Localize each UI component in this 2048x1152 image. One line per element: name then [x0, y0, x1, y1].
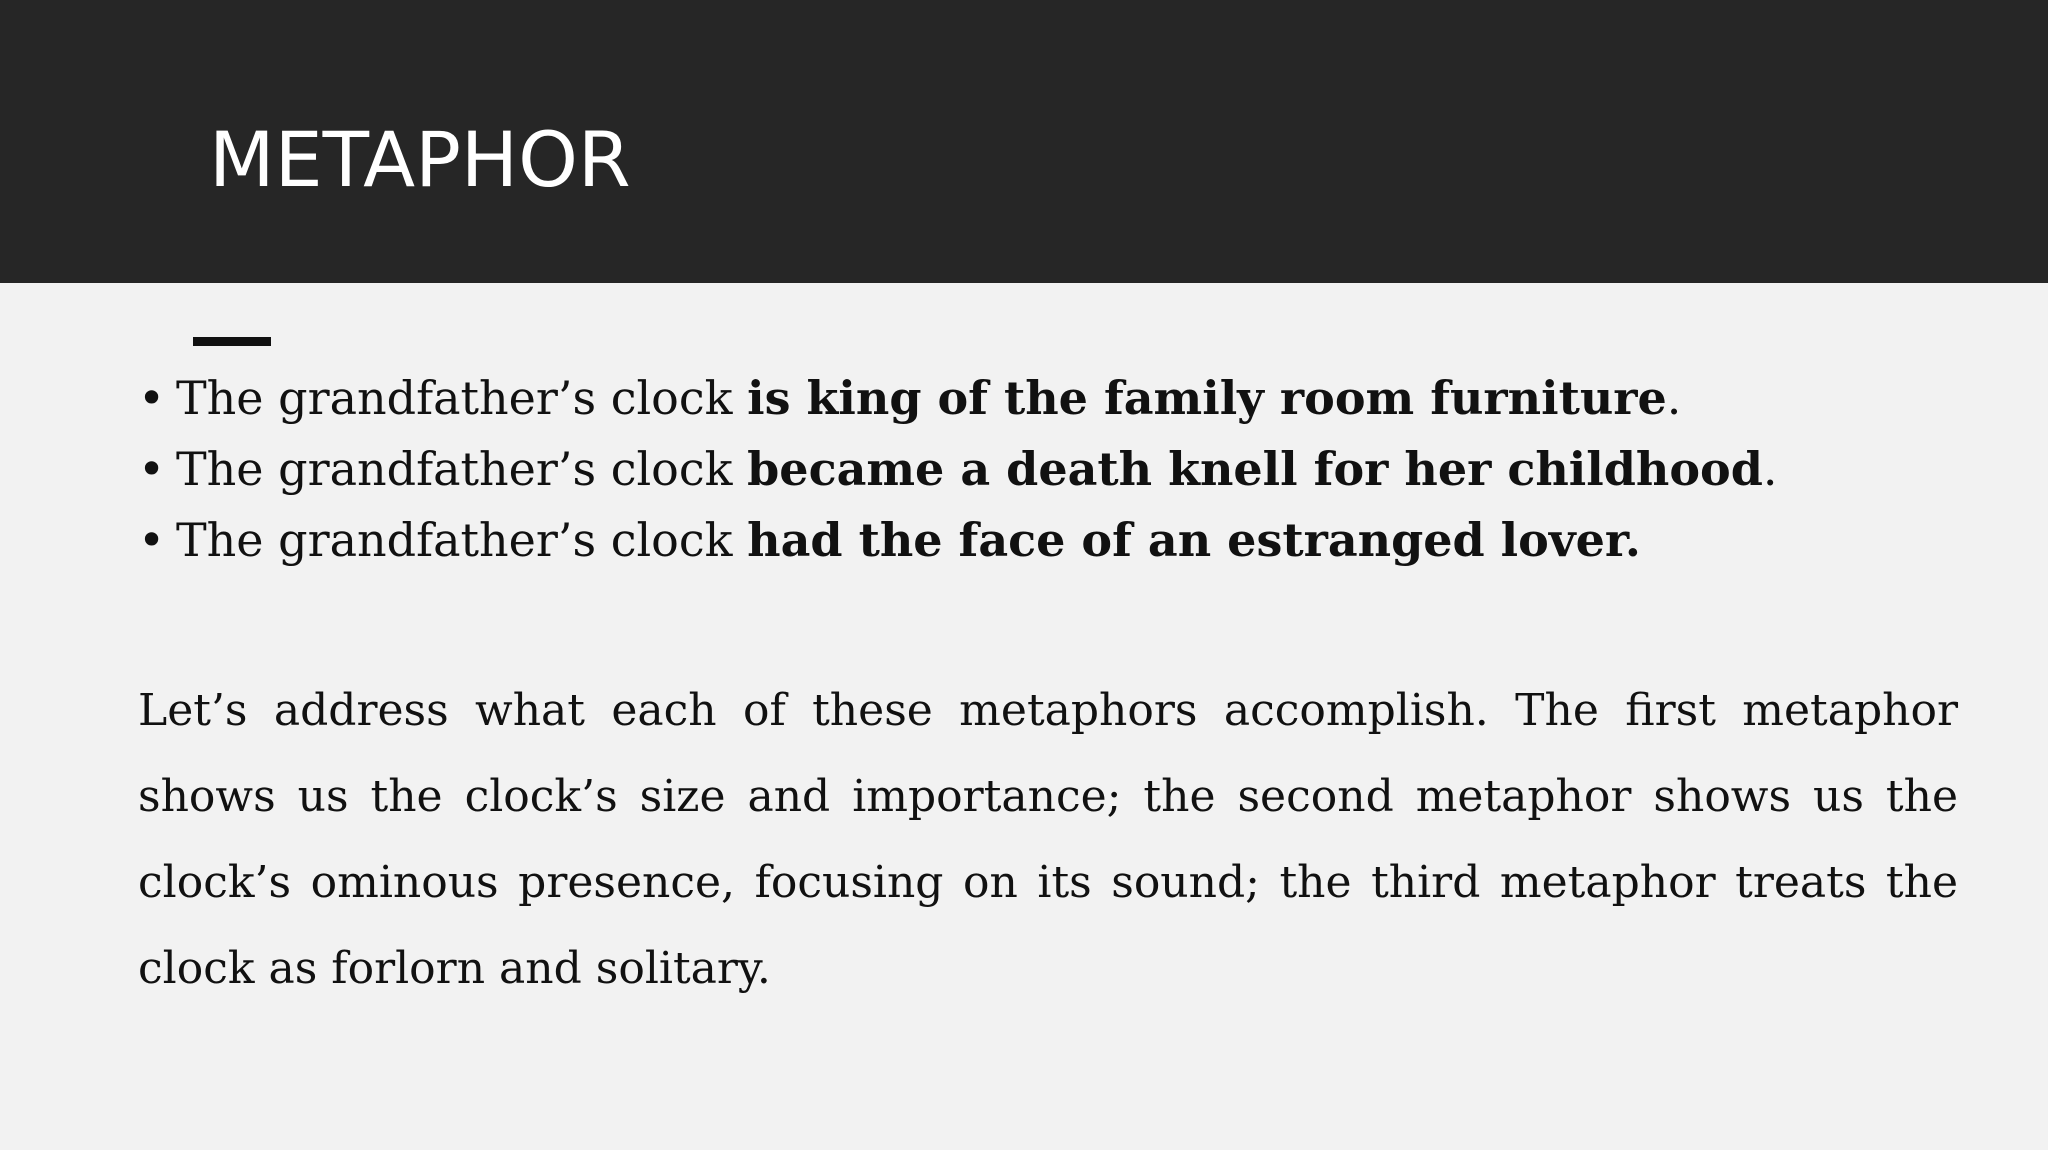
- bullet-emphasis-text: became a death knell for her childhood: [747, 442, 1763, 496]
- bullet-marker: •: [138, 442, 166, 496]
- accent-bar: [193, 337, 271, 346]
- bullet-emphasis-text: had the face of an estranged lover.: [747, 513, 1641, 567]
- bullet-marker: •: [138, 371, 166, 425]
- slide-title: METAPHOR: [209, 115, 631, 204]
- body-paragraph: Let’s address what each of these metaphors accomplish. The first metaphor shows us the clock’s size and importance; the second metaphor shows us the clock’s ominous presence, focusing on its sound; the third metaphor treats the clock as forlorn and solitary.: [138, 685, 1958, 994]
- header-band: [0, 0, 2048, 283]
- bullet-trail-text: .: [1666, 371, 1682, 425]
- bullet-lead-text: The grandfather’s clock: [176, 442, 748, 496]
- bullet-item: [138, 363, 1958, 434]
- bullet-item: [138, 505, 1958, 576]
- bullet-emphasis-text: is king of the family room furniture: [747, 371, 1667, 425]
- bullet-trail-text: .: [1762, 442, 1778, 496]
- bullet-list: [138, 363, 1958, 576]
- bullet-marker: •: [138, 513, 166, 567]
- bullet-lead-text: The grandfather’s clock: [176, 513, 748, 567]
- bullet-lead-text: The grandfather’s clock: [176, 371, 748, 425]
- bullet-item: [138, 434, 1958, 505]
